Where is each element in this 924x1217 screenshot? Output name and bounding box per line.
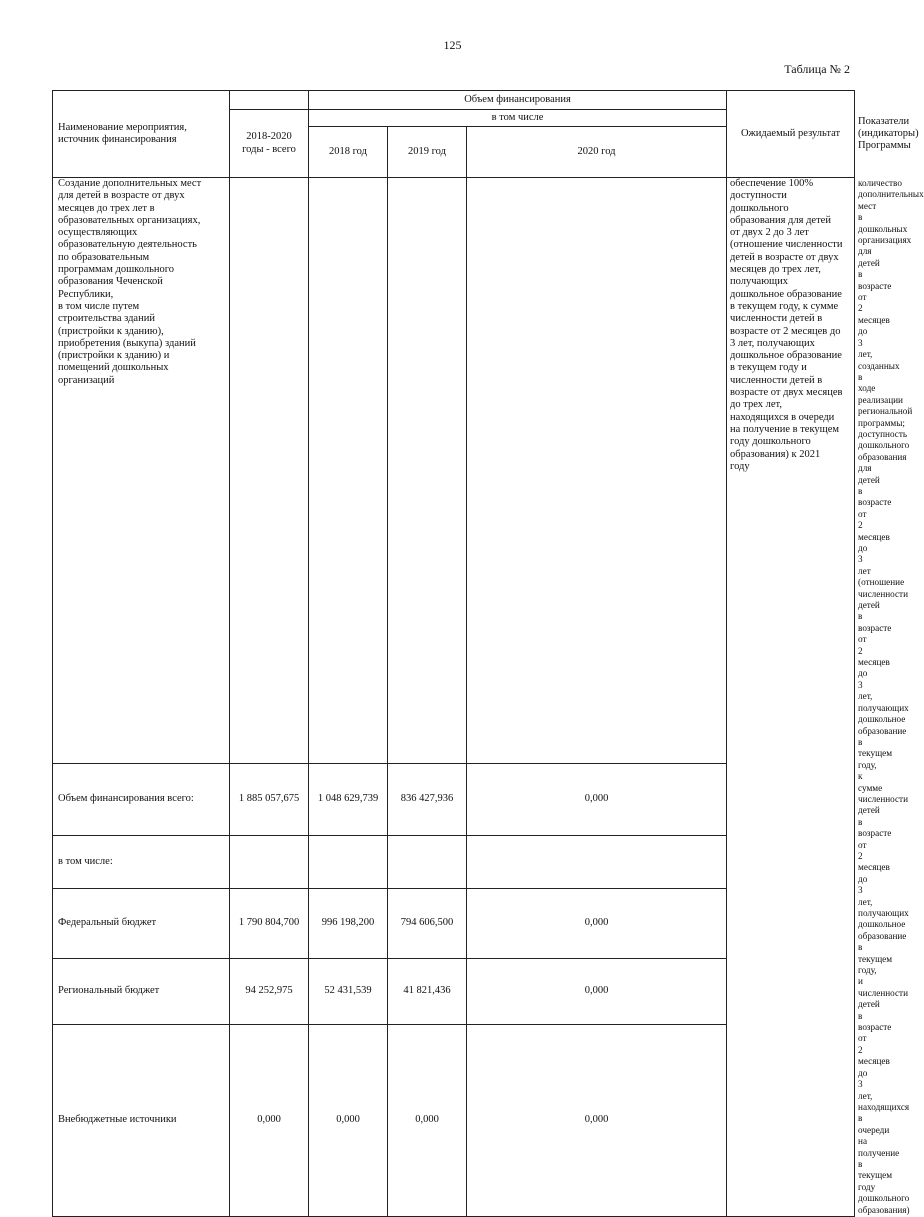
header-financing-title: Объем финансирования bbox=[309, 91, 727, 110]
row-2018: 52 431,539 bbox=[309, 958, 388, 1025]
row-total: 94 252,975 bbox=[230, 958, 309, 1025]
row-2020: 0,000 bbox=[467, 958, 727, 1025]
header-name-column: Наименование мероприятия, источник финансирования bbox=[53, 91, 230, 178]
row-2018 bbox=[309, 836, 388, 889]
row-total: 0,000 bbox=[230, 1025, 309, 1217]
row-total: 1 790 804,700 bbox=[230, 889, 309, 958]
financing-table: Наименование мероприятия, источник финансирования Объем финансирования Ожидаемый результат Показатели (индикаторы) Программы 2018-2020 годы - всего в том числе 2018 год 2019 год 2020 год Создание дополнительных мест для детей в возрасте от двух месяцев до трех лет в образовательных организациях, осуществляющих образовательную деятельность по образовательным программам дошкольного образования Чеченской Республики, в том числе путем строительства зданий (пристройки к зданию), приобретения (выкупа) зданий (пристройки к зданию) и помещений дошкольных организаций обеспечение 100% доступности дошкольного образования для детей от двух 2 до 3 лет (отношение численности детей в возрасте от двух месяцев до трех лет, получающих дошкольное образование в текущем году, к сумме численности детей в возрасте от 2 месяцев до 3 лет, получающих дошкольное образование в текущем году и численности детей в возрасте от двух месяцев до трех лет, находящихся в очереди на получение в текущем году дошкольного образования) к 2021 году количество дополнительных мест в дошкольных организациях для детей в возрасте от 2 месяцев до 3 лет, созданных в ходе реализации региональной программы; доступность дошкольного образования для детей в возрасте от 2 месяцев до 3 лет (отношение численности детей в возрасте от 2 месяцев до 3 лет, получающих дошкольное образование в текущем году, к сумме численности детей в возрасте от 2 месяцев до 3 лет, получающих дошкольное образование в текущем году, и численности детей в возрасте от 2 месяцев до 3 лет, находящихся в очереди на получение в текущем году дошкольного образования) Объем финансирования всего: 1 885 057,675 1 048 629,739 836 427,936 0,000 в том числе: Федеральный бюджет 1 790 804,700 996 198,200 794 606,500 0,000 Региональный бюджет 94 252,975 52 431,539 41 821,436 0,000 Внебюджетные источники 0,000 0,000 0,000 0,000 bbox=[52, 90, 855, 1217]
row-2018: 1 048 629,739 bbox=[309, 764, 388, 836]
header-year-2018: 2018 год bbox=[309, 127, 388, 178]
row-2019: 0,000 bbox=[388, 1025, 467, 1217]
page-number: 125 bbox=[443, 38, 462, 52]
row-2018: 996 198,200 bbox=[309, 889, 388, 958]
row-label: Внебюджетные источники bbox=[53, 1025, 230, 1217]
header-total-column: 2018-2020 годы - всего bbox=[230, 110, 309, 178]
row-label: в том числе: bbox=[53, 836, 230, 889]
expected-result: обеспечение 100% доступности дошкольного образования для детей от двух 2 до 3 лет (отношение численности детей в возрасте от двух месяцев до трех лет, получающих дошкольное образование в текущем году, к сумме численности детей в возрасте от 2 месяцев до 3 лет, получающих дошкольное образование в текущем году и численности детей в возрасте от двух месяцев до трех лет, находящихся в очереди на получение в текущем году дошкольного образования) к 2021 году bbox=[727, 178, 855, 1217]
header-including: в том числе bbox=[309, 110, 727, 127]
row-2018: 0,000 bbox=[309, 1025, 388, 1217]
row-2019: 41 821,436 bbox=[388, 958, 467, 1025]
row-total: 1 885 057,675 bbox=[230, 764, 309, 836]
header-result-column: Ожидаемый результат bbox=[727, 91, 855, 178]
table-label: Таблица № 2 bbox=[784, 62, 850, 76]
header-year-2019: 2019 год bbox=[388, 127, 467, 178]
row-2019: 836 427,936 bbox=[388, 764, 467, 836]
row-2020: 0,000 bbox=[467, 764, 727, 836]
row-2020: 0,000 bbox=[467, 889, 727, 958]
header-year-2020: 2020 год bbox=[467, 127, 727, 178]
row-2019: 794 606,500 bbox=[388, 889, 467, 958]
row-label: Региональный бюджет bbox=[53, 958, 230, 1025]
row-total bbox=[230, 836, 309, 889]
row-2020: 0,000 bbox=[467, 1025, 727, 1217]
row-label: Федеральный бюджет bbox=[53, 889, 230, 958]
row-2020 bbox=[467, 836, 727, 889]
row-label: Объем финансирования всего: bbox=[53, 764, 230, 836]
row-2019 bbox=[388, 836, 467, 889]
event-description: Создание дополнительных мест для детей в возрасте от двух месяцев до трех лет в образовательных организациях, осуществляющих образовательную деятельность по образовательным программам дошкольного образования Чеченской Республики, в том числе путем строительства зданий (пристройки к зданию), приобретения (выкупа) зданий (пристройки к зданию) и помещений дошкольных организаций bbox=[53, 178, 230, 764]
